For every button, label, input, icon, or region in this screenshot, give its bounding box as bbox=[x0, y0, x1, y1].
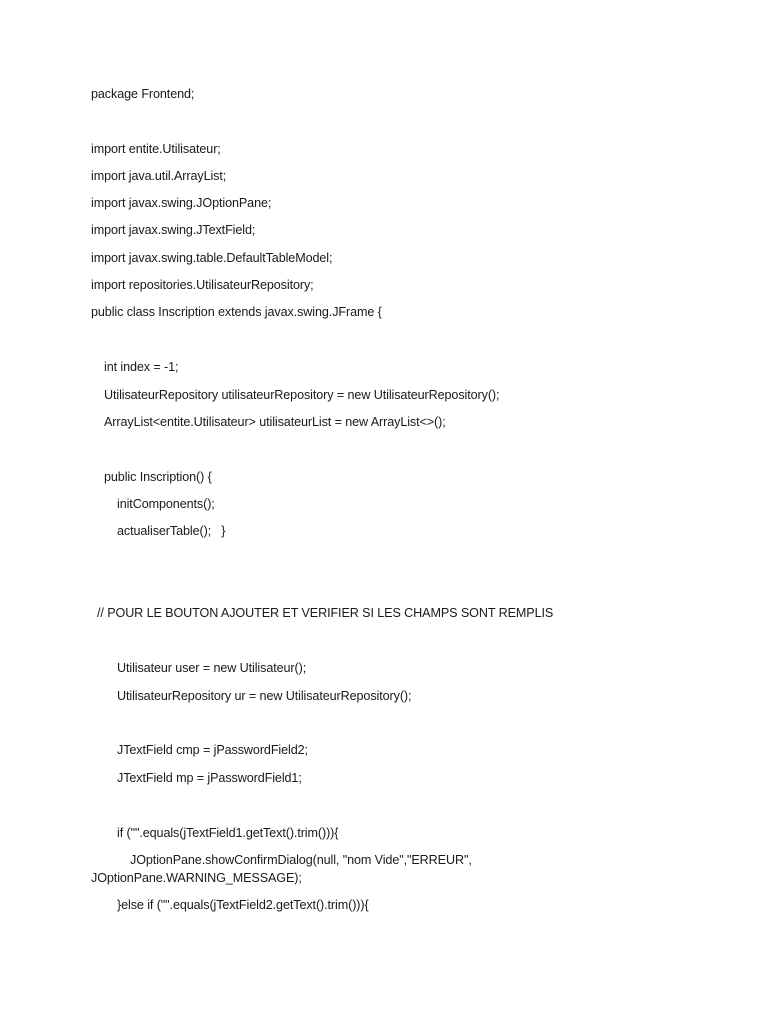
code-line-if-condition: if ("".equals(jTextField1.getText().trim())){ bbox=[117, 826, 339, 840]
code-line-import-joptionpane: import javax.swing.JOptionPane; bbox=[91, 196, 272, 210]
code-line-list-field: ArrayList<entite.Utilisateur> utilisateurList = new ArrayList<>(); bbox=[104, 415, 446, 429]
code-line-init-components: initComponents(); bbox=[117, 497, 215, 511]
code-line-confirm-dialog: JOptionPane.showConfirmDialog(null, "nom Vide","ERREUR", bbox=[130, 853, 472, 867]
code-line-repository-field: UtilisateurRepository utilisateurRepository = new UtilisateurRepository(); bbox=[104, 388, 500, 402]
code-line-import-arraylist: import java.util.ArrayList; bbox=[91, 169, 227, 183]
code-line-package: package Frontend; bbox=[91, 87, 195, 101]
code-line-else-if: }else if ("".equals(jTextField2.getText().trim())){ bbox=[117, 898, 369, 912]
code-line-new-repository: UtilisateurRepository ur = new UtilisateurRepository(); bbox=[117, 689, 412, 703]
code-line-import-utilisateur: import entite.Utilisateur; bbox=[91, 142, 221, 156]
code-line-index: int index = -1; bbox=[104, 360, 179, 374]
code-line-new-user: Utilisateur user = new Utilisateur(); bbox=[117, 661, 307, 675]
code-line-constructor: public Inscription() { bbox=[104, 470, 212, 484]
code-line-class-declaration: public class Inscription extends javax.swing.JFrame { bbox=[91, 305, 382, 319]
code-line-refresh-table: actualiserTable(); } bbox=[117, 524, 226, 538]
code-line-mp-field: JTextField mp = jPasswordField1; bbox=[117, 771, 302, 785]
code-line-cmp-field: JTextField cmp = jPasswordField2; bbox=[117, 743, 308, 757]
code-line-import-jtextfield: import javax.swing.JTextField; bbox=[91, 223, 256, 237]
code-line-warning-message: JOptionPane.WARNING_MESSAGE); bbox=[91, 871, 302, 885]
code-comment: // POUR LE BOUTON AJOUTER ET VERIFIER SI LES CHAMPS SONT REMPLIS bbox=[97, 606, 554, 620]
code-line-import-repository: import repositories.UtilisateurRepository; bbox=[91, 278, 314, 292]
code-line-import-tablemodel: import javax.swing.table.DefaultTableModel; bbox=[91, 251, 333, 265]
